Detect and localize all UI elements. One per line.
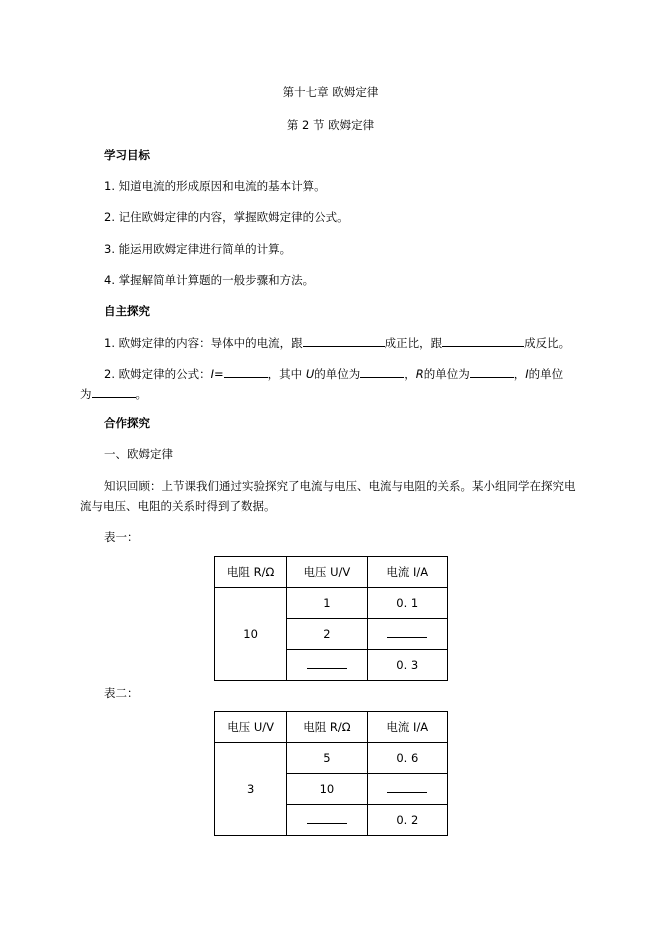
chapter-title: 第十七章 欧姆定律 <box>282 85 379 99</box>
q2-i-eq: I= <box>210 367 224 381</box>
table-row <box>215 588 448 619</box>
self-question-1 <box>104 335 570 350</box>
table-header-row <box>215 557 448 588</box>
answer-blank[interactable] <box>360 366 404 378</box>
table-cell: 1 <box>287 588 367 619</box>
answer-blank[interactable] <box>224 366 268 378</box>
data-table-1 <box>214 556 448 681</box>
table2-label: 表二： <box>104 686 139 700</box>
table-header-cell: 电流 I/A <box>367 557 447 588</box>
table-merged-cell: 10 <box>215 588 287 681</box>
q1-suffix: 成反比。 <box>524 336 571 350</box>
data-table-2 <box>214 711 448 836</box>
table-header-cell: 电压 U/V <box>287 557 367 588</box>
q1-mid: 成正比，跟 <box>384 336 443 350</box>
table-cell: 0. 3 <box>367 650 447 681</box>
q2-r-sym: R <box>415 367 424 381</box>
q2-line2-suffix: 。 <box>135 387 147 401</box>
q2-where: ，其中 <box>267 367 306 381</box>
answer-blank[interactable] <box>470 366 514 378</box>
table-merged-cell: 3 <box>215 743 287 836</box>
answer-blank[interactable] <box>307 813 347 824</box>
section-subtitle: 第 2 节 欧姆定律 <box>286 118 375 132</box>
self-study-heading: 自主探究 <box>104 304 150 318</box>
table-header-row <box>215 712 448 743</box>
goal-item: 2. 记住欧姆定律的内容，掌握欧姆定律的公式。 <box>104 210 349 224</box>
table-cell-blank[interactable] <box>367 774 447 805</box>
q2-u-unit: 的单位为 <box>314 367 361 381</box>
table-cell: 2 <box>287 619 367 650</box>
self-question-2: 2. 欧姆定律的公式：I= ，其中 U的单位为 ，R的单位为 ，I的单位 <box>104 367 564 381</box>
goal-item: 3. 能运用欧姆定律进行简单的计算。 <box>104 242 292 256</box>
table-header-cell: 电阻 R/Ω <box>215 557 287 588</box>
table-cell-blank[interactable] <box>287 805 367 836</box>
q2-r-unit: 的单位为 <box>423 367 470 381</box>
answer-blank[interactable] <box>92 386 136 398</box>
review-text-line1: 知识回顾：上节课我们通过实验探究了电流与电压、电流与电阻的关系。某小组同学在探究电 <box>104 479 576 493</box>
table-cell-blank[interactable] <box>287 650 367 681</box>
table-cell: 0. 1 <box>367 588 447 619</box>
self-question-2-cont <box>80 386 147 401</box>
cooperative-heading: 合作探究 <box>104 416 150 430</box>
table-cell: 0. 6 <box>367 743 447 774</box>
answer-blank[interactable] <box>387 627 427 638</box>
table-header-cell: 电阻 R/Ω <box>287 712 367 743</box>
goals-heading: 学习目标 <box>104 148 150 162</box>
q2-prefix: 2. 欧姆定律的公式： <box>104 367 211 381</box>
table-cell-blank[interactable] <box>367 619 447 650</box>
answer-blank[interactable] <box>303 335 385 347</box>
table-row <box>215 743 448 774</box>
q2-u-sym: U <box>305 367 315 381</box>
q1-prefix: 1. 欧姆定律的内容：导体中的电流，跟 <box>104 336 303 350</box>
table-header-cell: 电流 I/A <box>367 712 447 743</box>
table-cell: 10 <box>287 774 367 805</box>
table-cell: 5 <box>287 743 367 774</box>
answer-blank[interactable] <box>387 782 427 793</box>
goal-item: 4. 掌握解简单计算题的一般步骤和方法。 <box>104 273 315 287</box>
answer-blank[interactable] <box>307 658 347 669</box>
review-text-line2: 流与电压、电阻的关系时得到了数据。 <box>80 499 276 513</box>
q2-line2-prefix: 为 <box>80 387 92 401</box>
table1-label: 表一： <box>104 530 139 544</box>
q2-i-sym: I <box>525 367 529 381</box>
table-header-cell: 电压 U/V <box>215 712 287 743</box>
table-cell: 0. 2 <box>367 805 447 836</box>
q2-i-unit: 的单位 <box>528 367 564 381</box>
answer-blank[interactable] <box>442 335 524 347</box>
part-one-title: 一、欧姆定律 <box>104 447 173 461</box>
goal-item: 1. 知道电流的形成原因和电流的基本计算。 <box>104 179 326 193</box>
